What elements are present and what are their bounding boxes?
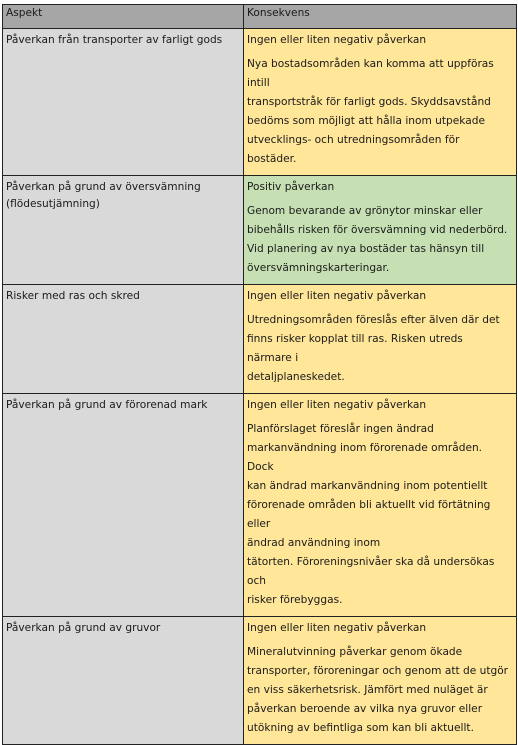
description-line: Vid planering av nya bostäder tas hänsyn till xyxy=(247,243,485,255)
aspect-cell: Påverkan på grund av förorenad mark xyxy=(3,394,244,617)
description-line: tätorten. Föroreningsnivåer ska då undersökas och xyxy=(247,556,495,587)
table-row xyxy=(3,285,517,394)
description-line: Mineralutvinning påverkar genom ökade xyxy=(247,646,463,658)
impact-description xyxy=(247,643,510,738)
description-line: Genom bevarande av grönytor minskar eller xyxy=(247,205,483,217)
impact-description xyxy=(247,311,510,387)
impact-label: Positiv påverkan xyxy=(247,181,335,193)
description-line: Utredningsområden föreslås efter älven där det xyxy=(247,314,500,326)
impact-label: Ingen eller liten negativ påverkan xyxy=(247,622,427,634)
impact-description xyxy=(247,420,510,610)
description-line: en viss säkerhetsrisk. Jämfört med nuläget är xyxy=(247,684,488,696)
description-line: kan ändrad markanvändning inom potentiellt xyxy=(247,480,488,492)
impact-label: Ingen eller liten negativ påverkan xyxy=(247,290,427,302)
impact-label: Ingen eller liten negativ påverkan xyxy=(247,34,427,46)
description-line: bedöms som möjligt att hålla inom utpekade xyxy=(247,115,485,127)
description-line: markanvändning inom förorenade områden. Dock xyxy=(247,442,483,473)
table-row xyxy=(3,617,517,745)
description-line: finns risker kopplat till ras. Risken utreds närmare i xyxy=(247,333,463,364)
description-line: Nya bostadsområden kan komma att uppföras intill xyxy=(247,58,494,89)
consequence-cell xyxy=(244,285,517,394)
description-line: översvämningskarteringar. xyxy=(247,262,390,274)
consequence-cell xyxy=(244,176,517,285)
table-row xyxy=(3,176,517,285)
description-line: ändrad användning inom xyxy=(247,537,381,549)
consequence-cell xyxy=(244,617,517,745)
header-aspect: Aspekt xyxy=(3,5,244,29)
header-konsekvens: Konsekvens xyxy=(244,5,517,29)
description-line: risker förebyggas. xyxy=(247,594,343,606)
consequence-cell xyxy=(244,29,517,176)
description-line: påverkan beroende av vilka nya gruvor eller xyxy=(247,703,483,715)
description-line: transporter, föroreningar och genom att de utgör xyxy=(247,665,509,677)
description-line: utökning av befintliga som kan bli aktuellt. xyxy=(247,722,474,734)
table-row xyxy=(3,29,517,176)
impact-label: Ingen eller liten negativ påverkan xyxy=(247,399,427,411)
description-line: detaljplaneskedet. xyxy=(247,371,345,383)
impact-description xyxy=(247,55,510,169)
aspect-cell: Påverkan från transporter av farligt gods xyxy=(3,29,244,176)
description-line: bibehålls risken för översvämning vid nederbörd. xyxy=(247,224,508,236)
aspect-cell: Påverkan på grund av översvämning (flödesutjämning) xyxy=(3,176,244,285)
description-line: transportstråk för farligt gods. Skyddsavstånd xyxy=(247,96,491,108)
consequence-cell xyxy=(244,394,517,617)
description-line: utvecklings- och utredningsområden för bostäder. xyxy=(247,134,460,165)
aspect-cell: Risker med ras och skred xyxy=(3,285,244,394)
aspect-cell: Påverkan på grund av gruvor xyxy=(3,617,244,745)
description-line: förorenade områden bli aktuellt vid förtätning eller xyxy=(247,499,491,530)
description-line: Planförslaget föreslår ingen ändrad xyxy=(247,423,434,435)
impact-description xyxy=(247,202,510,278)
table-row xyxy=(3,394,517,617)
consequence-table xyxy=(2,4,517,745)
header-row xyxy=(3,5,517,29)
